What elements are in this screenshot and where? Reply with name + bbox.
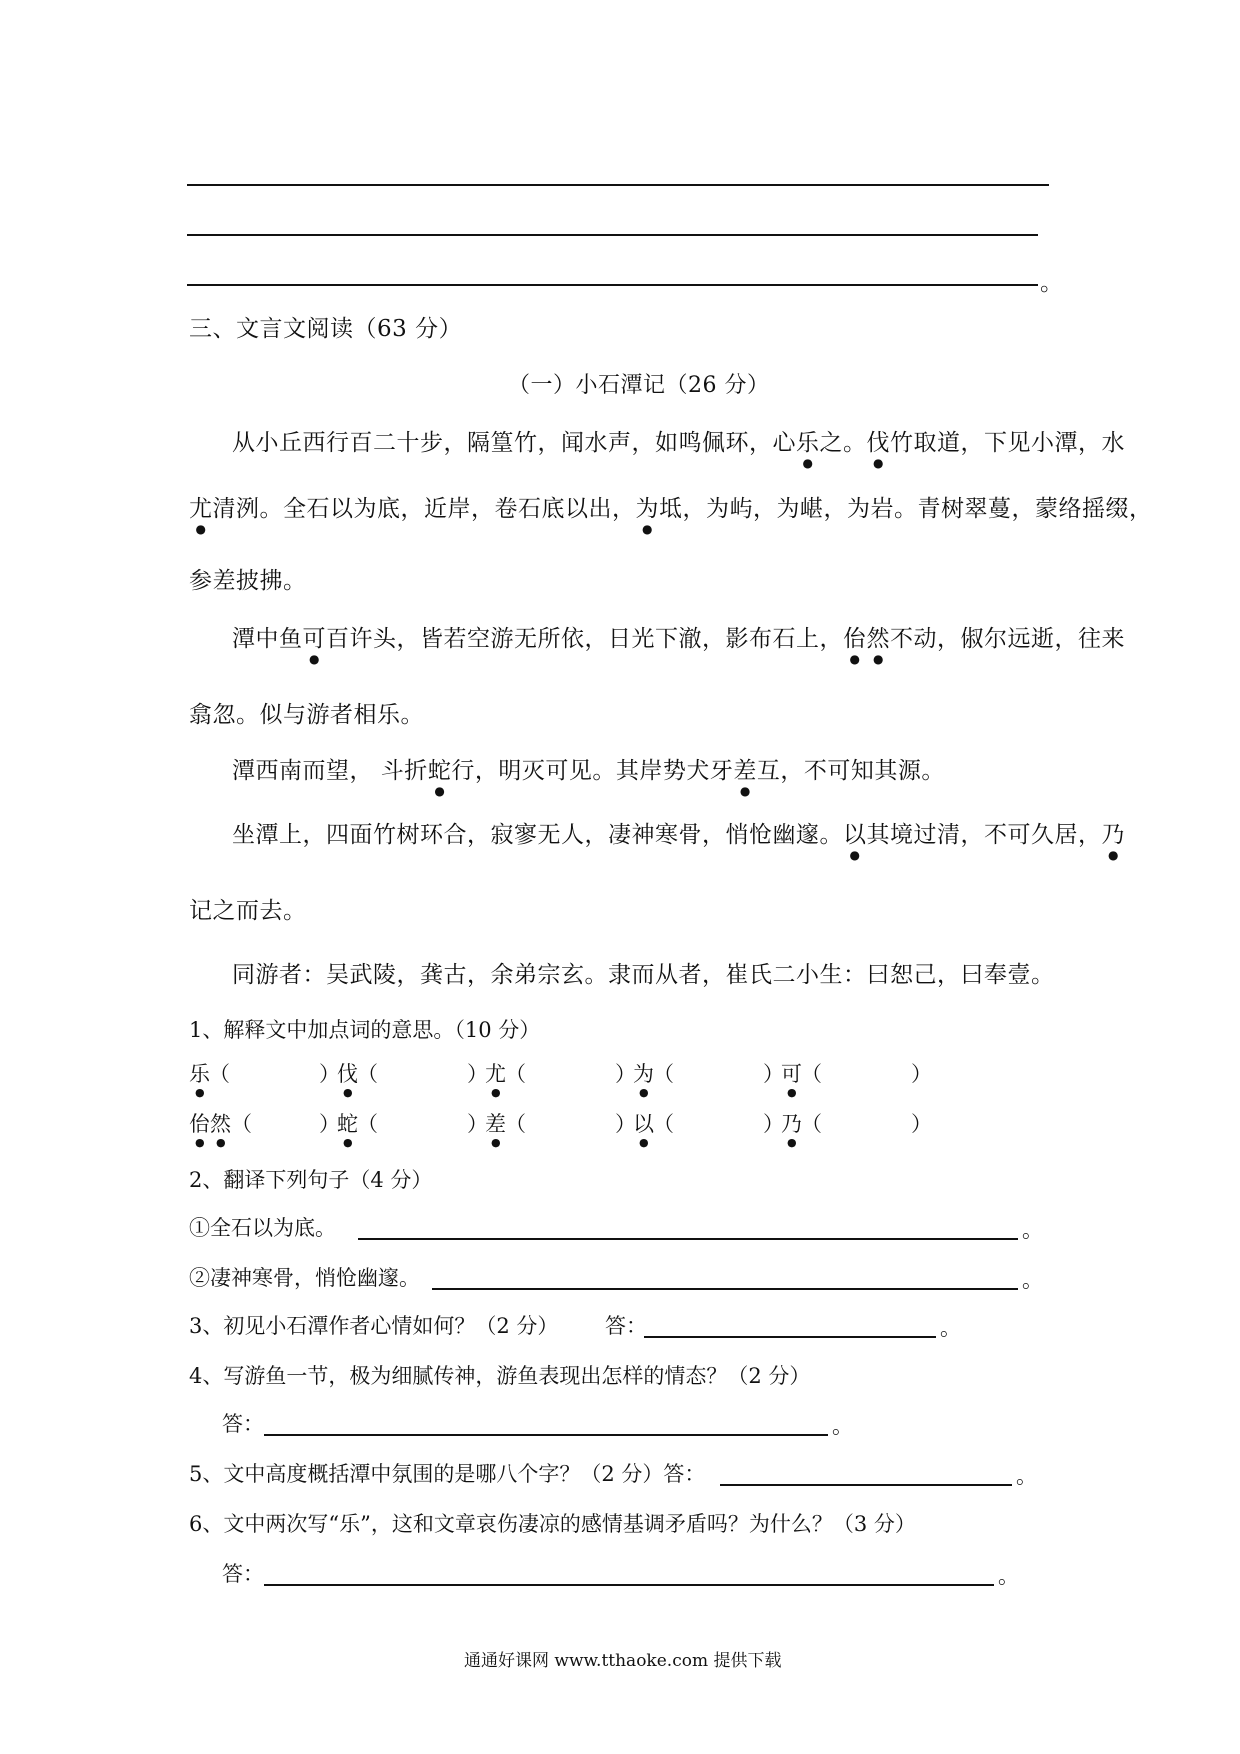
q5-end-mark: 。 [1016,1464,1037,1488]
answer-line-end-mark: 。 [1040,270,1064,296]
q1-item-open-paren: （ [801,1062,822,1086]
q1-item-close-paren: ） [615,1062,636,1086]
q1-item-close-paren: ） [763,1112,784,1136]
dotted-word: 佁然 [843,626,890,652]
q1-item-close-paren: ） [911,1112,932,1136]
passage-line [232,424,1125,470]
passage-line [189,562,307,595]
q1-item-open-paren: （ [231,1112,252,1136]
question-5-prompt: 5、文中高度概括潭中氛围的是哪八个字？（2 分）答： [189,1462,706,1486]
passage-line [232,816,1125,862]
dotted-word: 伐 [866,430,890,456]
passage-text: 潭西南而望， 斗折 [232,758,428,784]
passage-line [189,696,424,729]
passage-line [232,956,1055,989]
dotted-word: 以 [843,822,867,848]
q4-end-mark: 。 [832,1414,853,1438]
dotted-word: 差 [733,758,757,784]
passage-text: 潭中鱼 [232,626,303,652]
question-2-prompt: 2、翻译下列句子（4 分） [189,1168,433,1192]
q6-answer-line[interactable] [264,1584,994,1586]
page-footer: 通通好课网 www.tthaoke.com 提供下载 [464,1651,782,1671]
question-3-prompt: 3、初见小石潭作者心情如何？（2 分） [189,1314,559,1338]
q1-item-open-paren: （ [653,1112,674,1136]
passage-text: 从小丘西行百二十步，隔篁竹，闻水声，如鸣佩环，心 [232,430,796,456]
passage-line [189,490,1153,536]
q1-item-word: 佁然 [189,1112,231,1136]
dotted-word: 乐 [796,430,820,456]
q1-item-close-paren: ） [467,1062,488,1086]
q1-item-close-paren: ） [615,1112,636,1136]
q1-item-close-paren: ） [319,1062,340,1086]
q1-item-open-paren: （ [357,1062,378,1086]
q3-end-mark: 。 [940,1316,961,1340]
answer-line-2 [187,234,1038,236]
passage-text: 翕忽。似与游者相乐。 [189,702,424,728]
passage-line [232,752,945,798]
passage-text: 清洌。全石以为底，近岸，卷石底以出， [212,496,636,522]
q4-answer-line[interactable] [264,1434,828,1436]
q6-answer-label: 答： [222,1562,264,1586]
q1-item-word: 可 [781,1062,802,1086]
dotted-word: 为 [635,496,659,522]
passage-line [232,620,1125,666]
passage-text: 竹取道，下见小潭，水 [890,430,1125,456]
q1-item-word: 差 [485,1112,506,1136]
q1-item-close-paren: ） [911,1062,932,1086]
dotted-word: 尤 [189,496,213,522]
q2-sentence-1: ①全石以为底。 [189,1216,336,1240]
question-1-prompt: 1、解释文中加点词的意思。（10 分） [189,1018,541,1042]
q1-item-open-paren: （ [653,1062,674,1086]
q2-answer-line-1[interactable] [358,1238,1018,1240]
question-6-prompt: 6、文中两次写“乐”，这和文章哀伤凄凉的感情基调矛盾吗？为什么？（3 分） [189,1512,916,1536]
q1-item-word: 伐 [337,1062,358,1086]
passage-title: （一）小石潭记（26 分） [508,373,770,398]
section-title: 三、文言文阅读（63 分） [189,316,463,342]
q4-answer-label: 答： [222,1412,264,1436]
passage-text: 百许头，皆若空游无所依，日光下澈，影布石上， [326,626,843,652]
q2-end-mark-2: 。 [1022,1268,1043,1292]
dotted-word: 乃 [1101,822,1125,848]
question-4-prompt: 4、写游鱼一节，极为细腻传神，游鱼表现出怎样的情态？（2 分） [189,1364,811,1388]
q2-sentence-2: ②凄神寒骨，悄怆幽邃。 [189,1266,420,1290]
answer-line-1 [187,184,1049,186]
q6-end-mark: 。 [998,1564,1019,1588]
answer-line-3 [187,284,1038,286]
q1-item-open-paren: （ [505,1112,526,1136]
q1-item-word: 为 [633,1062,654,1086]
passage-text: 互，不可知其源。 [756,758,945,784]
q1-item-word: 尤 [485,1062,506,1086]
q1-item-word: 乐 [189,1062,210,1086]
q5-answer-line[interactable] [720,1484,1012,1486]
passage-text: 不动，俶尔远逝，往来 [890,626,1125,652]
passage-line [189,892,307,925]
passage-text: 坐潭上，四面竹树环合，寂寥无人，凄神寒骨，悄怆幽邃。 [232,822,843,848]
q1-item-open-paren: （ [209,1062,230,1086]
q3-answer-label: 答： [605,1314,647,1338]
passage-text: 同游者：吴武陵，龚古，余弟宗玄。隶而从者，崔氏二小生：曰恕己，曰奉壹。 [232,962,1055,988]
passage-text: 坻，为屿，为嵁，为岩。青树翠蔓，蒙络摇缀， [659,496,1153,522]
q1-item-close-paren: ） [467,1112,488,1136]
q1-item-word: 蛇 [337,1112,358,1136]
passage-text: 其境过清，不可久居， [866,822,1102,848]
q1-item-word: 以 [633,1112,654,1136]
q3-answer-line[interactable] [644,1336,936,1338]
q1-item-open-paren: （ [801,1112,822,1136]
q2-answer-line-2[interactable] [432,1288,1018,1290]
dotted-word: 可 [302,626,326,652]
q1-item-open-paren: （ [357,1112,378,1136]
q1-item-open-paren: （ [505,1062,526,1086]
passage-text: 参差披拂。 [189,568,307,594]
passage-text: 记之而去。 [189,898,307,924]
q1-item-close-paren: ） [319,1112,340,1136]
passage-text: 之。 [819,430,867,456]
q1-item-close-paren: ） [763,1062,784,1086]
passage-text: 行，明灭可见。其岸势犬牙 [451,758,734,784]
q2-end-mark-1: 。 [1022,1218,1043,1242]
q1-item-word: 乃 [781,1112,802,1136]
dotted-word: 蛇 [427,758,452,784]
